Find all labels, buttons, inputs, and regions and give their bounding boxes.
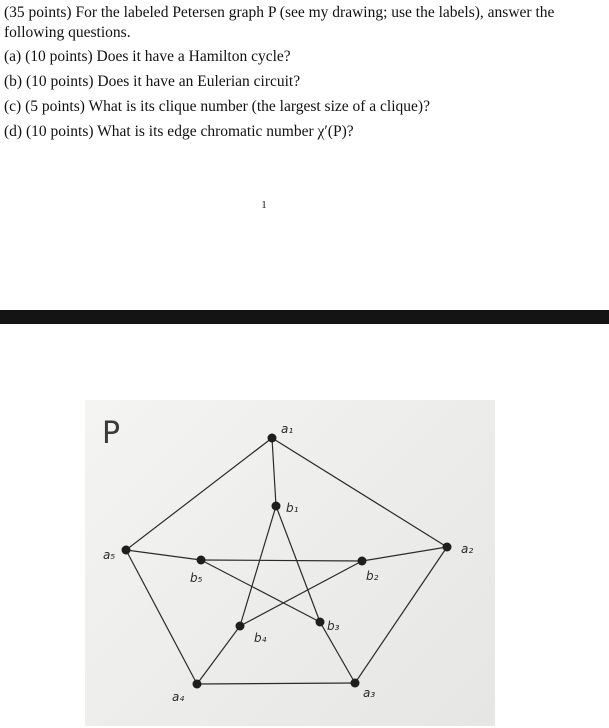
label-b1: b₁ [286, 501, 299, 515]
label-b5: b₅ [190, 571, 203, 585]
edge-b3-b5 [201, 560, 320, 622]
label-b3: b₃ [327, 619, 340, 633]
label-a3: a₃ [363, 686, 376, 700]
page-number: 1 [261, 199, 267, 211]
vertex-a1 [268, 434, 277, 443]
label-a2: a₂ [461, 542, 474, 556]
edge-b4-b1 [240, 506, 276, 626]
vertex-a2 [443, 543, 452, 552]
vertex-a5 [122, 546, 131, 555]
label-a5: a₅ [103, 548, 116, 562]
label-a4: a₄ [172, 690, 185, 704]
question-part-a: (a) (10 points) Does it have a Hamilton cycle? [4, 48, 291, 65]
vertex-b4 [236, 622, 245, 631]
edge-a5-a1 [126, 438, 272, 550]
edge-b1-b3 [276, 506, 320, 622]
edge-a2-a3 [355, 547, 447, 683]
vertex-a4 [193, 680, 202, 689]
vertex-b1 [272, 502, 281, 511]
graph-label-p: P [102, 416, 121, 451]
question-part-b: (b) (10 points) Does it have an Eulerian circuit? [4, 73, 301, 90]
question-part-c: (c) (5 points) What is its clique number (the largest size of a clique)? [4, 98, 430, 115]
edge-b5-b2 [201, 560, 362, 561]
question-part-d: (d) (10 points) What is its edge chromatic number χ′(P)? [4, 123, 354, 140]
label-b2: b₂ [366, 569, 379, 583]
label-b4: b₄ [254, 631, 267, 645]
edge-a5-b5 [126, 550, 201, 560]
vertex-b5 [197, 556, 206, 565]
vertex-a3 [351, 679, 360, 688]
question-intro: (35 points) For the labeled Petersen graph P (see my drawing; use the labels), answer the following questions. [4, 4, 555, 41]
edge-a4-a5 [126, 550, 197, 684]
edge-a1-b1 [272, 438, 276, 506]
vertex-b2 [358, 557, 367, 566]
vertex-b3 [316, 618, 325, 627]
edge-a4-b4 [197, 626, 240, 684]
edge-a2-b2 [362, 547, 447, 561]
edge-a1-a2 [272, 438, 447, 547]
edge-a3-a4 [197, 683, 355, 684]
label-a1: a₁ [281, 422, 294, 436]
